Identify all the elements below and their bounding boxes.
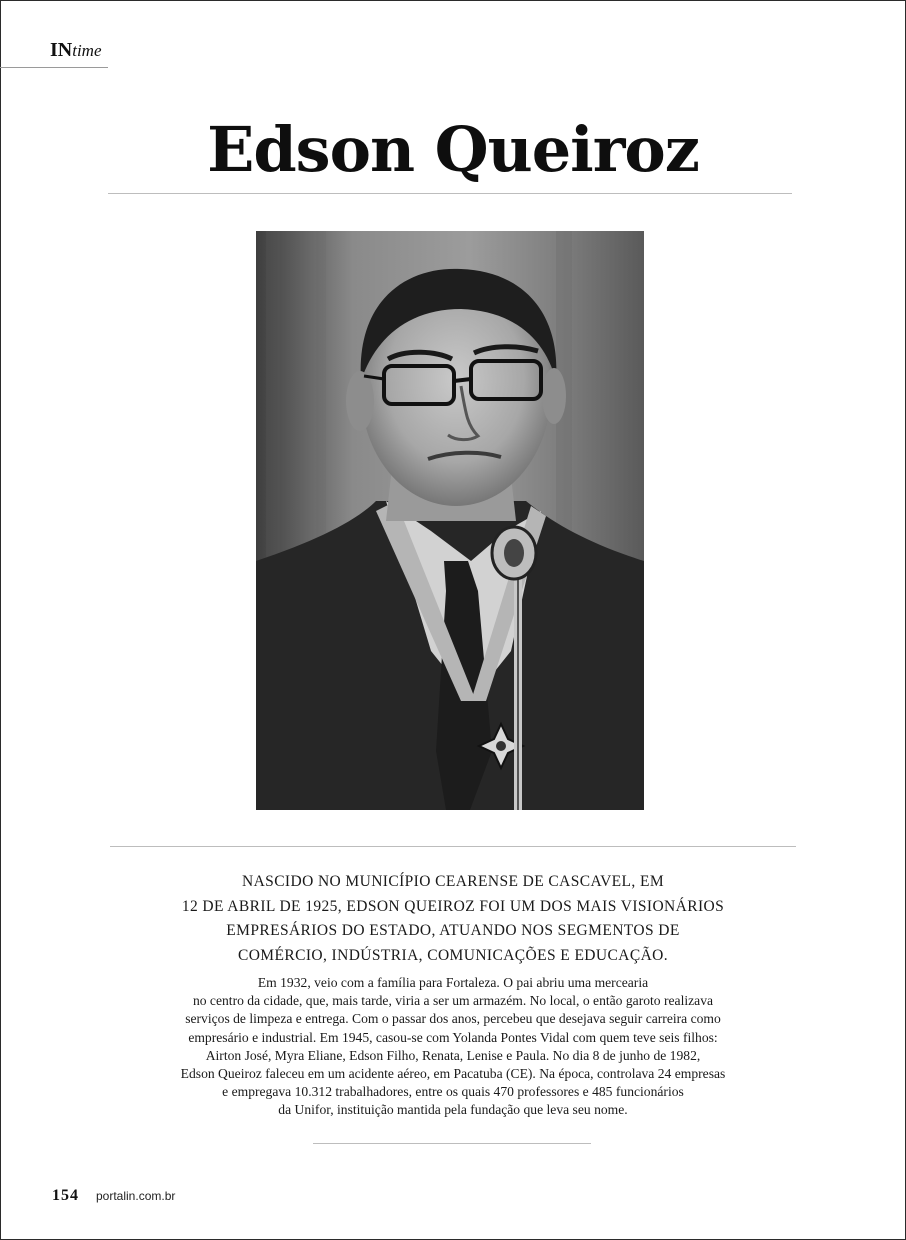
body-line: no centro da cidade, que, mais tarde, viria a ser um armazém. No local, o então garoto realizava [192, 993, 714, 1009]
article-title: Edson Queiroz [207, 113, 699, 186]
body-line: Edson Queiroz faleceu em um acidente aéreo, em Pacatuba (CE). Na época, controlava 24 empresas [180, 1066, 726, 1082]
article-body [120, 974, 786, 1120]
section-tag-rule [0, 67, 108, 68]
photo-divider [110, 846, 796, 847]
body-line: da Unifor, instituição mantida pela fundação que leva seu nome. [278, 1102, 628, 1118]
body-line: Airton José, Myra Eliane, Edson Filho, Renata, Lenise e Paula. No dia 8 de junho de 1982, [205, 1047, 701, 1063]
end-divider [313, 1143, 591, 1144]
body-line: Em 1932, veio com a família para Fortaleza. O pai abriu uma mercearia [257, 975, 649, 990]
section-tag [50, 38, 102, 63]
lead-line: 12 DE ABRIL DE 1925, EDSON QUEIROZ FOI UM DOS MAIS VISIONÁRIOS [181, 897, 725, 915]
lead-line: NASCIDO NO MUNICÍPIO CEARENSE DE CASCAVEL, EM [241, 873, 665, 890]
section-tag-italic: time [72, 41, 102, 60]
title-divider [108, 193, 792, 194]
portrait-photo [256, 231, 644, 810]
body-line: empresário e industrial. Em 1945, casou-se com Yolanda Pontes Vidal com quem teve seis filhos: [188, 1029, 718, 1045]
page-number: 154 [52, 1187, 79, 1204]
article-lead [130, 870, 776, 968]
body-line: e empregava 10.312 trabalhadores, entre os quais 470 professores e 485 funcionários [222, 1084, 684, 1100]
lead-line: EMPRESÁRIOS DO ESTADO, ATUANDO NOS SEGMENTOS DE [226, 922, 680, 939]
body-line: serviços de limpeza e entrega. Com o passar dos anos, percebeu que desejava seguir carreira como [185, 1011, 721, 1027]
section-tag-strong: IN [50, 39, 73, 61]
lead-line: COMÉRCIO, INDÚSTRIA, COMUNICAÇÕES E EDUCAÇÃO. [237, 946, 669, 964]
site-url[interactable]: portalin.com.br [96, 1189, 176, 1203]
